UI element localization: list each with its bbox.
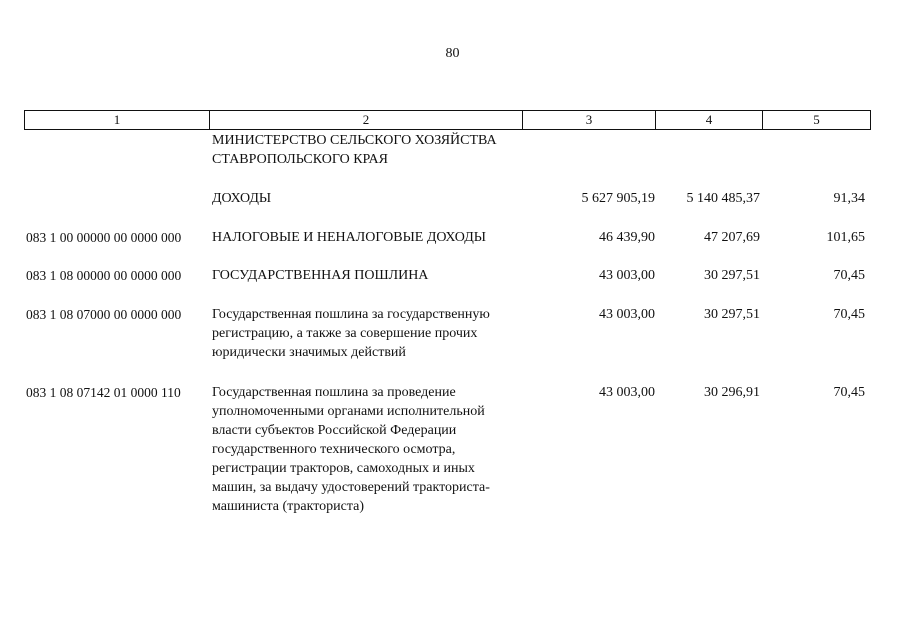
row-name	[212, 305, 524, 362]
ministry-line-2: СТАВРОПОЛЬСКОГО КРАЯ	[212, 152, 388, 167]
ministry-line-1: МИНИСТЕРСТВО СЕЛЬСКОГО ХОЗЯЙСТВА	[212, 133, 497, 148]
row-value-col3: 5 627 905,19	[581, 191, 655, 206]
header-col-2: 2	[210, 111, 523, 130]
row-code: 083 1 08 07142 01 0000 110	[26, 385, 181, 400]
header-col-5: 5	[763, 111, 871, 130]
row-value-col4: 30 297,51	[704, 268, 760, 283]
row-value-col4: 30 297,51	[704, 307, 760, 322]
row-value-col3: 43 003,00	[599, 268, 655, 283]
header-col-3: 3	[523, 111, 656, 130]
row-value-col3: 43 003,00	[599, 307, 655, 322]
row-name-line: Государственная пошлина за проведение	[212, 385, 456, 400]
row-value-col5: 101,65	[826, 230, 865, 245]
row-name	[212, 189, 524, 208]
row-name-line: уполномоченными органами исполнительной	[212, 404, 485, 419]
ministry-name	[212, 131, 524, 169]
header-col-4: 4	[656, 111, 763, 130]
row-name	[212, 383, 524, 516]
row-value-col3: 43 003,00	[599, 385, 655, 400]
page-number: 80	[445, 46, 460, 61]
row-code: 083 1 08 00000 00 0000 000	[26, 268, 182, 283]
row-name-line: машин, за выдачу удостоверений тракториста-	[212, 480, 490, 495]
row-code: 083 1 08 07000 00 0000 000	[26, 307, 182, 322]
column-number-header	[24, 110, 871, 130]
row-name-line: власти субъектов Российской Федерации	[212, 423, 457, 438]
row-name	[212, 266, 524, 285]
row-name-line: регистрации тракторов, самоходных и иных	[212, 461, 475, 476]
row-code: 083 1 00 00000 00 0000 000	[26, 230, 182, 245]
row-name-line: ДОХОДЫ	[212, 191, 272, 206]
row-value-col4: 30 296,91	[704, 385, 760, 400]
row-name-line: государственного технического осмотра,	[212, 442, 456, 457]
row-name-line: НАЛОГОВЫЕ И НЕНАЛОГОВЫЕ ДОХОДЫ	[212, 230, 486, 245]
row-name-line: машиниста (тракториста)	[212, 499, 365, 514]
header-col-1: 1	[25, 111, 210, 130]
row-value-col5: 70,45	[833, 385, 865, 400]
row-value-col5: 70,45	[833, 307, 865, 322]
row-name-line: регистрацию, а также за совершение прочих	[212, 326, 478, 341]
row-name-line: юридически значимых действий	[212, 345, 406, 360]
row-value-col4: 5 140 485,37	[686, 191, 760, 206]
row-value-col5: 91,34	[833, 191, 865, 206]
row-value-col4: 47 207,69	[704, 230, 760, 245]
row-value-col3: 46 439,90	[599, 230, 655, 245]
header-row	[25, 111, 871, 130]
row-value-col5: 70,45	[833, 268, 865, 283]
row-name-line: ГОСУДАРСТВЕННАЯ ПОШЛИНА	[212, 268, 429, 283]
row-name	[212, 228, 524, 247]
row-name-line: Государственная пошлина за государственную	[212, 307, 490, 322]
